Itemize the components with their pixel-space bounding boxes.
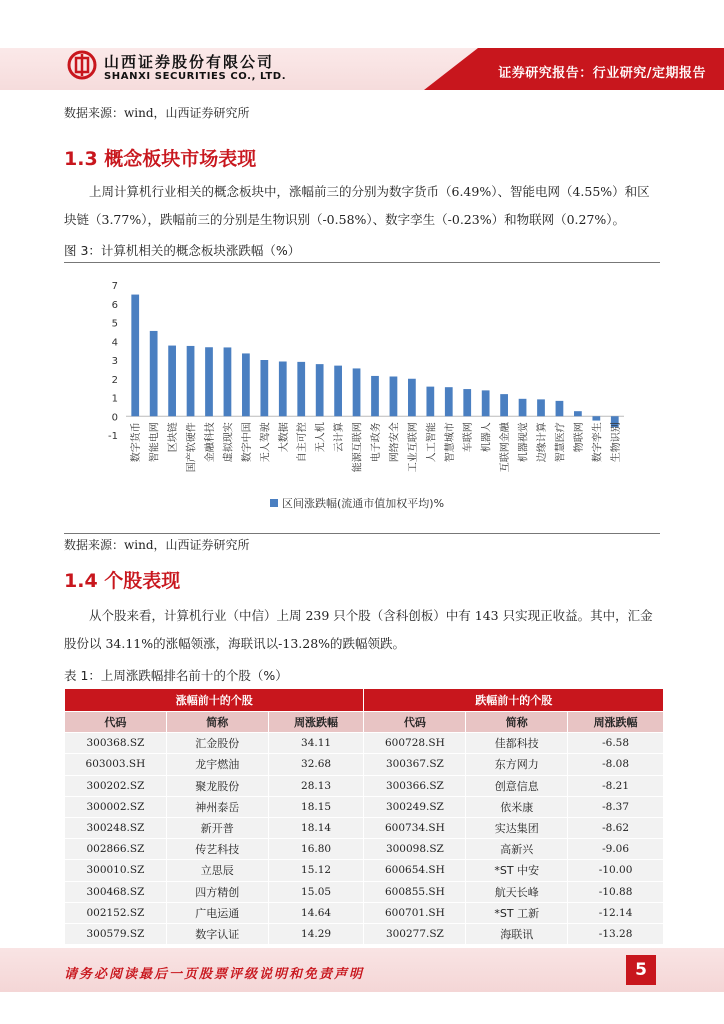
bar [205, 347, 213, 416]
bar [260, 360, 268, 416]
code-cell: 300249.SZ [364, 796, 466, 817]
change-cell: -8.08 [568, 754, 664, 775]
category-label: 智慧城市 [444, 422, 456, 463]
name-cell: 东方网力 [466, 754, 568, 775]
code-cell: 600734.SH [364, 817, 466, 838]
code-cell: 002866.SZ [65, 839, 167, 860]
name-cell: 龙宇燃油 [166, 754, 268, 775]
name-cell: 传艺科技 [166, 839, 268, 860]
category-label: 无人机 [315, 422, 327, 453]
table-row [65, 733, 664, 754]
change-cell: 28.13 [268, 775, 364, 796]
category-label: 云计算 [334, 422, 346, 453]
change-cell: -12.14 [568, 902, 664, 923]
bar [242, 353, 250, 416]
code-cell: 600701.SH [364, 902, 466, 923]
change-cell: 15.05 [268, 881, 364, 902]
source-note-top: 数据来源：wind，山西证券研究所 [64, 106, 250, 120]
category-label: 网络安全 [389, 422, 401, 463]
change-cell: 18.15 [268, 796, 364, 817]
name-cell: 高新兴 [466, 839, 568, 860]
name-cell: 依米康 [466, 796, 568, 817]
bar [187, 346, 195, 416]
category-label: 金融科技 [205, 422, 216, 463]
bar [426, 387, 434, 417]
name-cell: 海联讯 [466, 923, 568, 944]
bar [500, 394, 508, 416]
name-cell: 四方精创 [166, 881, 268, 902]
change-cell: 32.68 [268, 754, 364, 775]
table-row [65, 881, 664, 902]
code-cell: 300468.SZ [65, 881, 167, 902]
code-cell: 300368.SZ [65, 733, 167, 754]
change-cell: 18.14 [268, 817, 364, 838]
code-cell: 300098.SZ [364, 839, 466, 860]
name-cell: *ST 中安 [466, 860, 568, 881]
bar [353, 368, 361, 416]
category-label: 自主可控 [297, 422, 309, 463]
table-row [65, 817, 664, 838]
category-label: 车联网 [463, 422, 475, 453]
code-cell: 600654.SH [364, 860, 466, 881]
category-label: 生物识别 [610, 422, 622, 463]
table-row [65, 796, 664, 817]
bar [224, 347, 232, 416]
stock-ranking-table [64, 688, 664, 945]
figure-source: 数据来源：wind，山西证券研究所 [64, 538, 250, 552]
code-cell: 600728.SH [364, 733, 466, 754]
name-cell: 聚龙股份 [166, 775, 268, 796]
table-row [65, 775, 664, 796]
change-cell: -8.62 [568, 817, 664, 838]
code-cell: 300366.SZ [364, 775, 466, 796]
page-number: 5 [626, 955, 656, 985]
category-label: 无人驾驶 [260, 422, 272, 463]
change-cell: 14.29 [268, 923, 364, 944]
group-header-up: 涨幅前十的个股 [65, 689, 364, 712]
y-tick-label: 5 [111, 318, 118, 330]
category-label: 智慧医疗 [555, 422, 567, 463]
name-cell: *ST 工新 [466, 902, 568, 923]
name-cell: 新开普 [166, 817, 268, 838]
category-label: 数字货币 [131, 422, 143, 463]
name-cell: 佳都科技 [466, 733, 568, 754]
code-cell: 300248.SZ [65, 817, 167, 838]
bar [519, 399, 527, 416]
name-cell: 创意信息 [466, 775, 568, 796]
category-label: 人工智能 [426, 422, 438, 463]
company-name-cn: 山西证券股份有限公司 [104, 53, 275, 71]
category-label: 互联网金融 [500, 422, 512, 473]
category-label: 区块链 [168, 422, 180, 453]
col-header: 代码 [364, 712, 466, 733]
section-paragraph-1-3: 上周计算机行业相关的概念板块中，涨幅前三的分别为数字货币（6.49%）、智能电网（4.55%）和区块链（3.77%），跌幅前三的分别是生物识别（-0.58%）、数字孪生（-0.23%）和物联网（0.27%）。 [64, 184, 650, 227]
change-cell: -6.58 [568, 733, 664, 754]
code-cell: 600855.SH [364, 881, 466, 902]
change-cell: 14.64 [268, 902, 364, 923]
y-tick-label: 7 [111, 281, 118, 292]
col-header: 简称 [466, 712, 568, 733]
y-tick-label: 2 [111, 374, 118, 386]
name-cell: 数字认证 [166, 923, 268, 944]
bar [574, 411, 582, 416]
bar [150, 331, 158, 416]
category-label: 电子政务 [371, 422, 382, 463]
bar [371, 376, 379, 416]
change-cell: 16.80 [268, 839, 364, 860]
code-cell: 300367.SZ [364, 754, 466, 775]
figure-title: 图 3：计算机相关的概念板块涨跌幅（%） [64, 243, 301, 258]
col-header: 简称 [166, 712, 268, 733]
change-cell: 34.11 [268, 733, 364, 754]
category-label: 数字孪生 [592, 422, 604, 463]
table-row [65, 902, 664, 923]
col-header: 代码 [65, 712, 167, 733]
change-cell: -13.28 [568, 923, 664, 944]
category-label: 数字中国 [241, 422, 253, 463]
category-label: 虚拟现实 [223, 422, 235, 463]
code-cell: 300002.SZ [65, 796, 167, 817]
code-cell: 300579.SZ [65, 923, 167, 944]
bar [463, 389, 471, 416]
col-header: 周涨跌幅 [268, 712, 364, 733]
category-label: 边缘计算 [537, 422, 548, 463]
category-label: 机器视觉 [518, 422, 530, 463]
table-title: 表 1：上周涨跌幅排名前十的个股（%） [64, 668, 288, 683]
bar [537, 399, 545, 416]
bar [334, 366, 342, 417]
company-name-en: SHANXI SECURITIES CO., LTD. [104, 71, 287, 82]
code-cell: 002152.SZ [65, 902, 167, 923]
bar [445, 387, 453, 416]
bar [279, 362, 287, 417]
name-cell: 汇金股份 [166, 733, 268, 754]
change-cell: -9.06 [568, 839, 664, 860]
change-cell: -8.37 [568, 796, 664, 817]
name-cell: 广电运通 [166, 902, 268, 923]
category-label: 国产软硬件 [186, 422, 198, 473]
code-cell: 300202.SZ [65, 775, 167, 796]
y-tick-label: 3 [111, 356, 118, 367]
table-row [65, 923, 664, 944]
name-cell: 实达集团 [466, 817, 568, 838]
bar [297, 362, 305, 416]
report-type: 证券研究报告：行业研究/定期报告 [498, 66, 706, 81]
category-label: 机器人 [481, 422, 493, 453]
category-label: 物联网 [573, 422, 585, 453]
y-tick-label: -1 [108, 431, 118, 442]
bar [408, 379, 416, 417]
category-label: 智能电网 [149, 422, 161, 463]
name-cell: 航天长峰 [466, 881, 568, 902]
company-logo-icon [67, 50, 97, 80]
name-cell: 立思辰 [166, 860, 268, 881]
y-tick-label: 0 [111, 412, 118, 424]
y-tick-label: 4 [111, 337, 118, 349]
category-label: 能源互联网 [352, 422, 364, 473]
table-row [65, 860, 664, 881]
legend-label: 区间涨跌幅(流通市值加权平均)% [282, 497, 445, 510]
table-row [65, 839, 664, 860]
table-row [65, 754, 664, 775]
y-tick-label: 6 [111, 299, 118, 311]
figure-frame [64, 262, 660, 534]
bar [168, 346, 176, 417]
code-cell: 300010.SZ [65, 860, 167, 881]
bar-chart [64, 263, 660, 533]
legend-swatch [270, 499, 278, 507]
bar [592, 416, 600, 420]
bar [131, 295, 139, 417]
bar [556, 401, 564, 416]
section-paragraph-1-4: 从个股来看，计算机行业（中信）上周 239 只个股（含科创板）中有 143 只实现正收益。其中，汇金股份以 34.11%的涨幅领涨，海联讯以-13.28%的跌幅领跌。 [64, 608, 653, 651]
bar [316, 364, 324, 416]
change-cell: -10.88 [568, 881, 664, 902]
section-title-1-4: 1.4 个股表现 [64, 570, 181, 592]
category-label: 大数据 [278, 422, 290, 453]
name-cell: 神州泰岳 [166, 796, 268, 817]
change-cell: 15.12 [268, 860, 364, 881]
bar [482, 390, 490, 416]
y-tick-label: 1 [111, 393, 118, 405]
section-title-1-3: 1.3 概念板块市场表现 [64, 148, 257, 170]
code-cell: 603003.SH [65, 754, 167, 775]
category-label: 工业互联网 [407, 422, 419, 473]
code-cell: 300277.SZ [364, 923, 466, 944]
change-cell: -10.00 [568, 860, 664, 881]
change-cell: -8.21 [568, 775, 664, 796]
bar [390, 377, 398, 417]
group-header-down: 跌幅前十的个股 [364, 689, 664, 712]
col-header: 周涨跌幅 [568, 712, 664, 733]
footer-disclaimer: 请务必阅读最后一页股票评级说明和免责声明 [64, 967, 365, 982]
